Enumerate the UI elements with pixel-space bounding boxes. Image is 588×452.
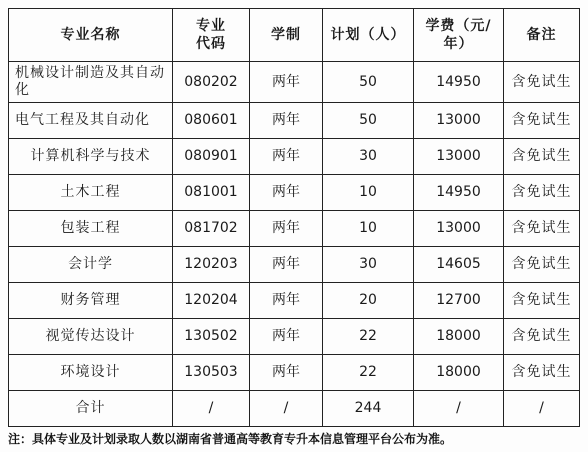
cell-code: 120204 bbox=[173, 283, 250, 319]
total-code: / bbox=[173, 391, 250, 427]
cell-code: 120203 bbox=[173, 247, 250, 283]
header-code: 专业代码 bbox=[173, 9, 250, 62]
cell-remark: 含免试生 bbox=[504, 247, 580, 283]
cell-code: 080202 bbox=[173, 62, 250, 103]
header-tuition: 学费（元/年） bbox=[414, 9, 504, 62]
table-row bbox=[9, 319, 580, 355]
total-row bbox=[9, 391, 580, 427]
cell-remark: 含免试生 bbox=[504, 355, 580, 391]
table-row bbox=[9, 139, 580, 175]
cell-duration: 两年 bbox=[250, 211, 323, 247]
cell-plan: 50 bbox=[323, 62, 414, 103]
cell-remark: 含免试生 bbox=[504, 175, 580, 211]
cell-plan: 30 bbox=[323, 139, 414, 175]
total-duration: / bbox=[250, 391, 323, 427]
cell-plan: 30 bbox=[323, 247, 414, 283]
total-remark: / bbox=[504, 391, 580, 427]
cell-major: 财务管理 bbox=[9, 283, 173, 319]
cell-major: 会计学 bbox=[9, 247, 173, 283]
header-plan: 计划（人） bbox=[323, 9, 414, 62]
cell-tuition: 18000 bbox=[414, 355, 504, 391]
cell-code: 080601 bbox=[173, 103, 250, 139]
table-row bbox=[9, 62, 580, 103]
header-major: 专业名称 bbox=[9, 9, 173, 62]
cell-duration: 两年 bbox=[250, 247, 323, 283]
footnote: 注：具体专业及计划录取人数以湖南省普通高等教育专升本信息管理平台公布为准。 bbox=[8, 432, 453, 446]
cell-tuition: 13000 bbox=[414, 139, 504, 175]
header-remark: 备注 bbox=[504, 9, 580, 62]
cell-duration: 两年 bbox=[250, 355, 323, 391]
cell-code: 081702 bbox=[173, 211, 250, 247]
cell-tuition: 18000 bbox=[414, 319, 504, 355]
table-row bbox=[9, 247, 580, 283]
cell-remark: 含免试生 bbox=[504, 62, 580, 103]
header-duration: 学制 bbox=[250, 9, 323, 62]
cell-code: 130503 bbox=[173, 355, 250, 391]
cell-code: 081001 bbox=[173, 175, 250, 211]
cell-major: 计算机科学与技术 bbox=[9, 139, 173, 175]
cell-plan: 10 bbox=[323, 175, 414, 211]
cell-remark: 含免试生 bbox=[504, 283, 580, 319]
cell-remark: 含免试生 bbox=[504, 319, 580, 355]
cell-duration: 两年 bbox=[250, 62, 323, 103]
cell-duration: 两年 bbox=[250, 319, 323, 355]
cell-major: 包装工程 bbox=[9, 211, 173, 247]
cell-plan: 22 bbox=[323, 319, 414, 355]
table-header-row bbox=[9, 9, 580, 62]
cell-tuition: 14950 bbox=[414, 62, 504, 103]
cell-major: 视觉传达设计 bbox=[9, 319, 173, 355]
total-plan: 244 bbox=[323, 391, 414, 427]
cell-remark: 含免试生 bbox=[504, 211, 580, 247]
table-row bbox=[9, 211, 580, 247]
cell-plan: 22 bbox=[323, 355, 414, 391]
cell-code: 080901 bbox=[173, 139, 250, 175]
total-label: 合计 bbox=[9, 391, 173, 427]
table-row bbox=[9, 283, 580, 319]
table-row bbox=[9, 355, 580, 391]
cell-tuition: 14605 bbox=[414, 247, 504, 283]
cell-plan: 50 bbox=[323, 103, 414, 139]
cell-remark: 含免试生 bbox=[504, 103, 580, 139]
cell-duration: 两年 bbox=[250, 283, 323, 319]
table-row bbox=[9, 175, 580, 211]
cell-major: 电气工程及其自动化 bbox=[9, 103, 173, 139]
cell-duration: 两年 bbox=[250, 175, 323, 211]
enrollment-plan-table bbox=[8, 8, 580, 427]
cell-tuition: 13000 bbox=[414, 103, 504, 139]
cell-duration: 两年 bbox=[250, 103, 323, 139]
cell-tuition: 12700 bbox=[414, 283, 504, 319]
total-tuition: / bbox=[414, 391, 504, 427]
cell-major: 土木工程 bbox=[9, 175, 173, 211]
cell-tuition: 14950 bbox=[414, 175, 504, 211]
cell-remark: 含免试生 bbox=[504, 139, 580, 175]
cell-tuition: 13000 bbox=[414, 211, 504, 247]
cell-major: 环境设计 bbox=[9, 355, 173, 391]
table-row bbox=[9, 103, 580, 139]
cell-code: 130502 bbox=[173, 319, 250, 355]
cell-duration: 两年 bbox=[250, 139, 323, 175]
cell-plan: 20 bbox=[323, 283, 414, 319]
cell-plan: 10 bbox=[323, 211, 414, 247]
cell-major: 机械设计制造及其自动化 bbox=[9, 62, 173, 103]
